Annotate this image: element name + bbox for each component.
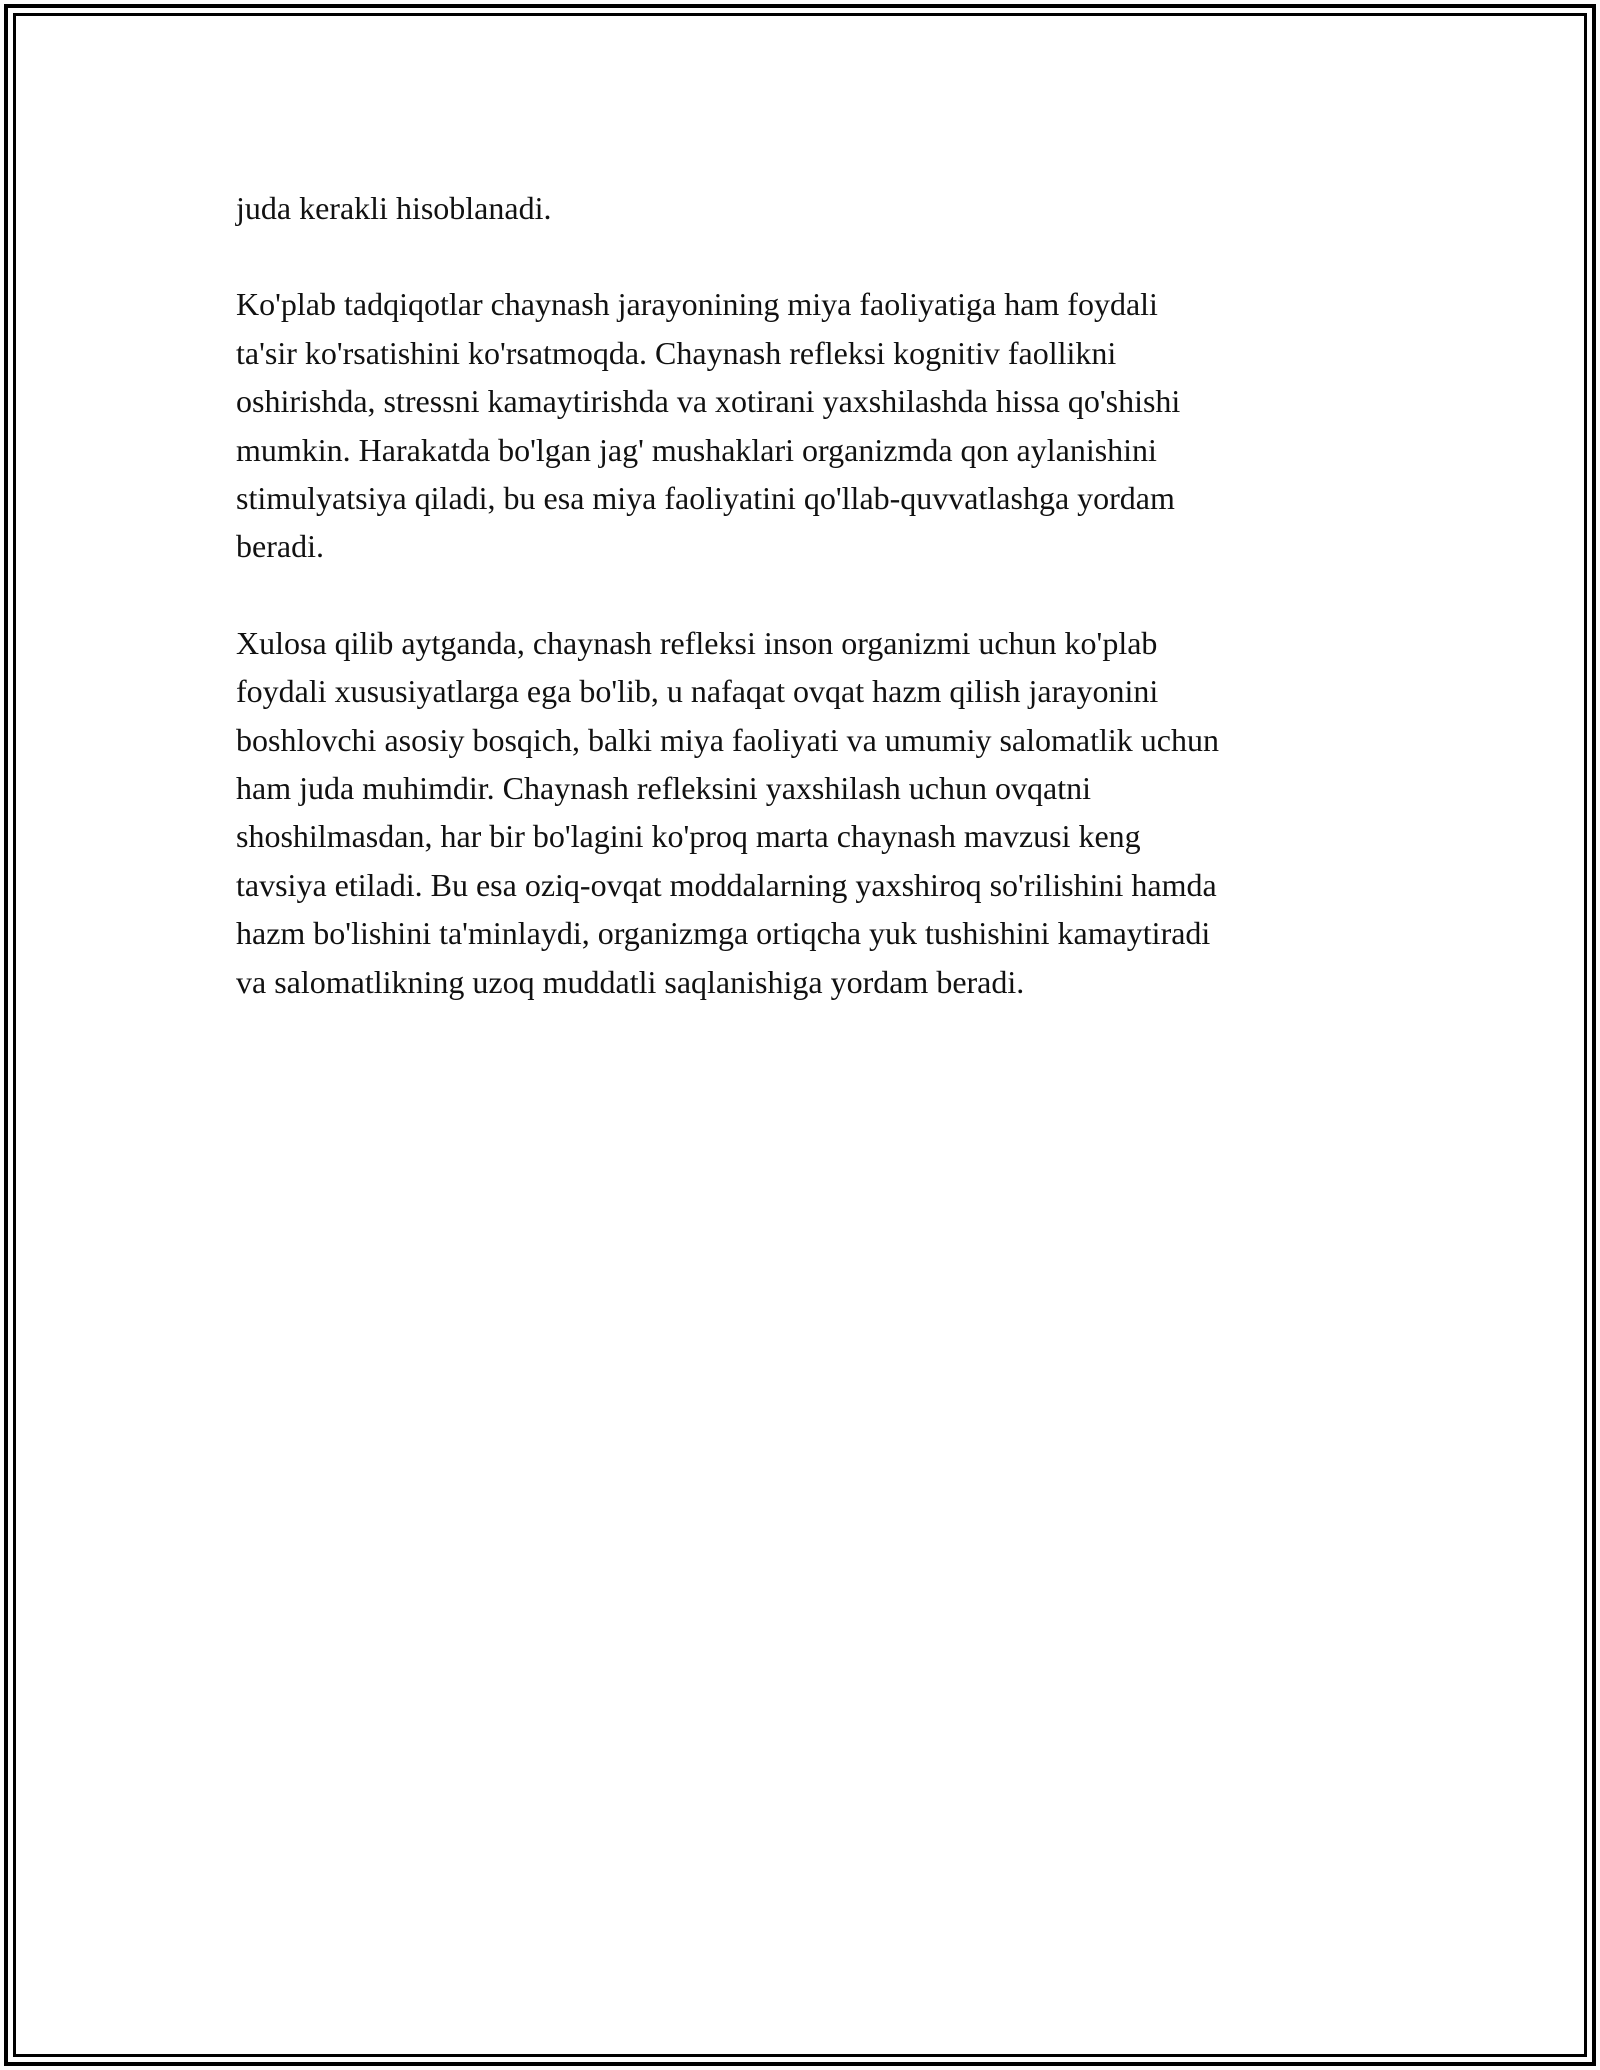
text-line: va salomatlikning uzoq muddatli saqlanishiga yordam beradi. [236,963,1025,1000]
text-line: hazm bo'lishini ta'minlaydi, organizmga ortiqcha yuk tushishini kamaytiradi [236,915,1211,952]
text-line: juda kerakli hisoblanadi. [236,190,552,226]
text-line: Ko'plab tadqiqotlar chaynash jarayonining miya faoliyatiga ham foydali [236,286,1158,323]
text-line: beradi. [236,528,324,565]
paragraph-brain-activity [236,280,1376,570]
paragraph-spacer [236,571,1376,619]
text-line: tavsiya etiladi. Bu esa oziq-ovqat moddalarning yaxshiroq so'rilishini hamda [236,866,1217,903]
text-line: stimulyatsiya qiladi, bu esa miya faoliyatini qo'llab-quvvatlashga yordam [236,480,1175,517]
paragraph-continuation [236,184,1376,232]
text-line: ta'sir ko'rsatishini ko'rsatmoqda. Chaynash refleksi kognitiv faollikni [236,334,1117,371]
text-line: shoshilmasdan, har bir bo'lagini ko'proq marta chaynash mavzusi keng [236,818,1141,855]
text-line: mumkin. Harakatda bo'lgan jag' mushaklari organizmda qon aylanishini [236,431,1157,468]
paragraph-conclusion [236,619,1376,1006]
text-line: foydali xususiyatlarga ega bo'lib, u nafaqat ovqat hazm qilish jarayonini [236,673,1159,710]
text-line: ham juda muhimdir. Chaynash refleksini yaxshilash uchun ovqatni [236,770,1091,807]
document-body [236,184,1376,1006]
text-line: oshirishda, stressni kamaytirishda va xotirani yaxshilashda hissa qo'shishi [236,383,1181,420]
paragraph-spacer [236,232,1376,280]
text-line: Xulosa qilib aytganda, chaynash refleksi inson organizmi uchun ko'plab [236,624,1158,661]
text-line: boshlovchi asosiy bosqich, balki miya faoliyati va umumiy salomatlik uchun [236,721,1219,758]
